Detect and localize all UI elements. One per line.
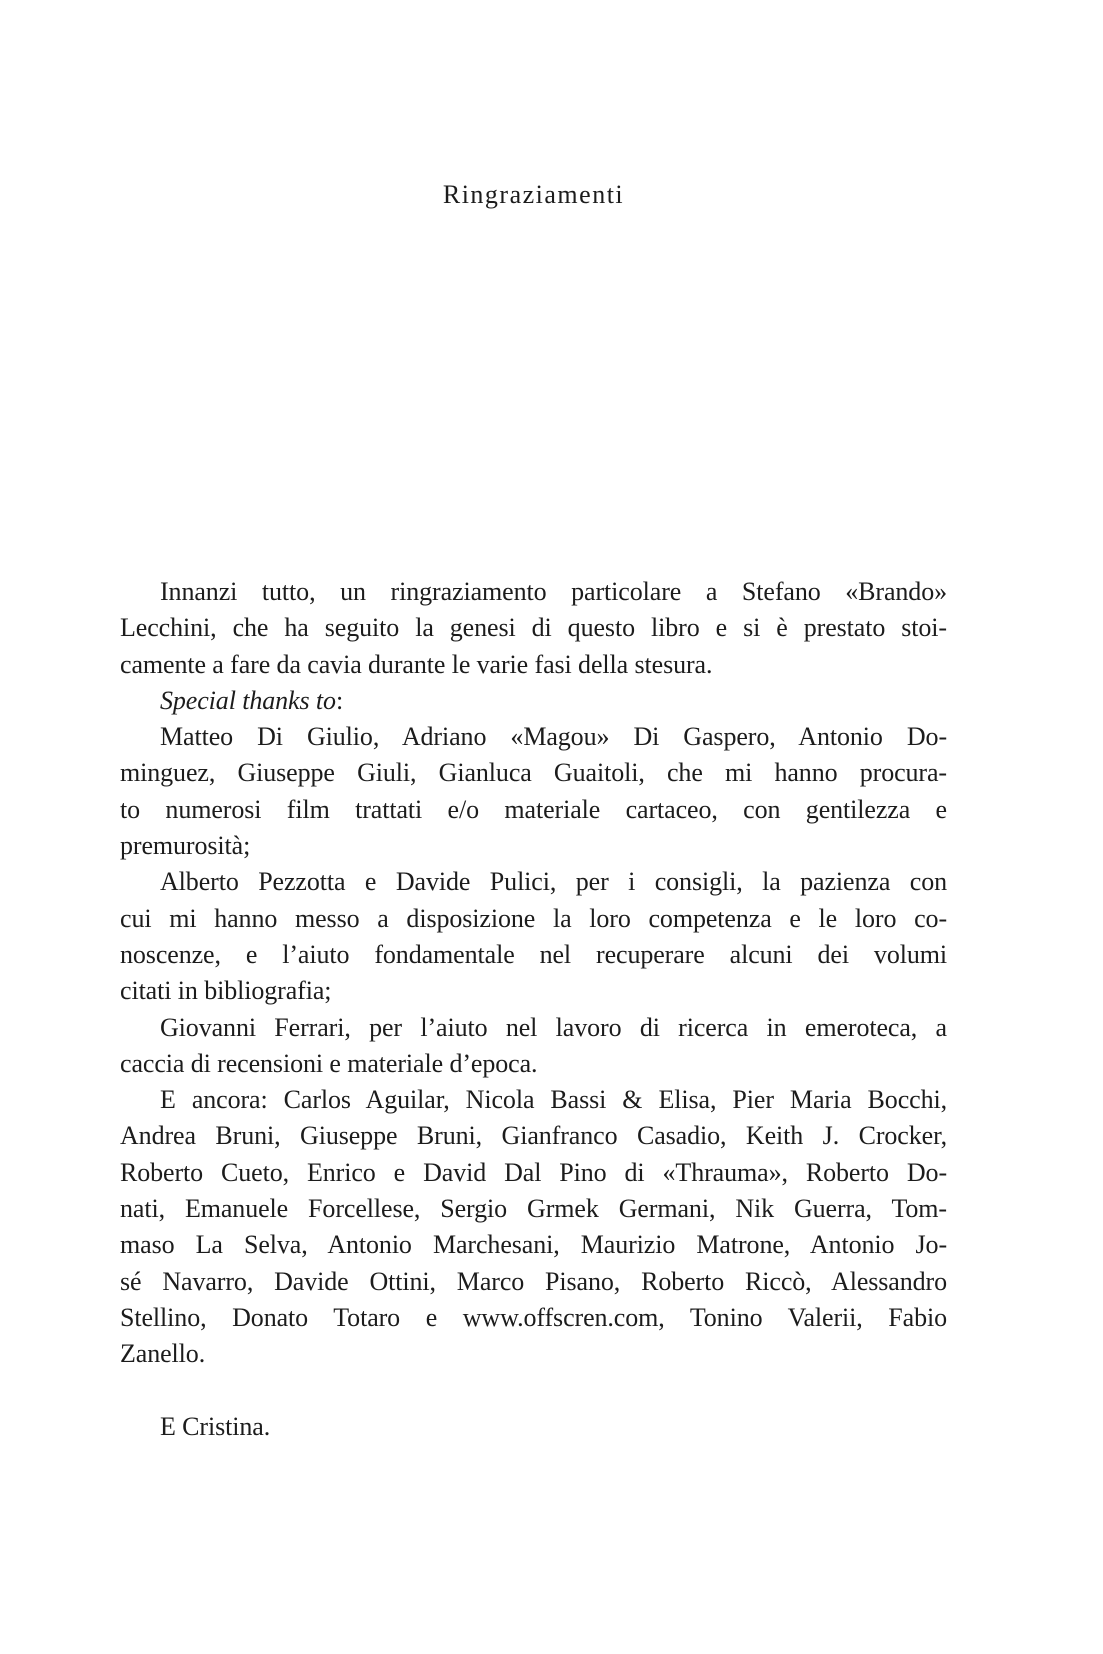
- text-line: Matteo Di Giulio, Adriano «Magou» Di Gaspero, Antonio Do-: [160, 722, 947, 752]
- text-line: Giovanni Ferrari, per l’aiuto nel lavoro di ricerca in emeroteca, a: [160, 1012, 947, 1042]
- text-line: Roberto Cueto, Enrico e David Dal Pino di «Thrauma», Roberto Do-: [120, 1157, 947, 1187]
- text-line: camente a fare da cavia durante le varie fasi della stesura.: [120, 649, 713, 679]
- text-line: caccia di recensioni e materiale d’epoca.: [120, 1048, 538, 1078]
- paragraph: [120, 1010, 947, 1083]
- text-line: Stellino, Donato Totaro e www.offscren.com, Tonino Valerii, Fabio: [120, 1302, 947, 1332]
- special-thanks-colon: :: [335, 685, 344, 715]
- paragraph: [120, 719, 947, 864]
- text-line: noscenze, e l’aiuto fondamentale nel recuperare alcuni dei volumi: [120, 939, 947, 969]
- page-title: Ringraziamenti: [442, 180, 625, 209]
- text-line: cui mi hanno messo a disposizione la loro competenza e le loro co-: [120, 903, 947, 933]
- text-line: E ancora: Carlos Aguilar, Nicola Bassi & Elisa, Pier Maria Bocchi,: [160, 1085, 947, 1115]
- text-line: Alberto Pezzotta e Davide Pulici, per i consigli, la pazienza con: [160, 867, 947, 897]
- text-line: citati in bibliografia;: [120, 976, 332, 1006]
- text-line: Zanello.: [120, 1339, 206, 1369]
- special-thanks-italic: Special thanks to: [160, 685, 336, 715]
- text-line: [120, 683, 947, 719]
- paragraph: [120, 683, 947, 719]
- paragraph: [120, 864, 947, 1009]
- text-line: Innanzi tutto, un ringraziamento particolare a Stefano «Brando»: [160, 577, 947, 606]
- text-line: to numerosi film trattati e/o materiale cartaceo, con gentilezza e: [120, 794, 947, 824]
- text-line: premurosità;: [120, 831, 251, 861]
- paragraph: [120, 1082, 947, 1372]
- text-line: nati, Emanuele Forcellese, Sergio Grmek Germani, Nik Guerra, Tom-: [120, 1194, 947, 1224]
- paragraph-closing: [120, 1409, 947, 1445]
- text-line: Lecchini, che ha seguito la genesi di questo libro e si è prestato stoi-: [120, 613, 947, 643]
- text-line: E Cristina.: [160, 1411, 271, 1441]
- paragraph: [120, 574, 947, 683]
- text-line: minguez, Giuseppe Giuli, Gianluca Guaitoli, che mi hanno procura-: [120, 758, 947, 788]
- text-line: sé Navarro, Davide Ottini, Marco Pisano, Roberto Riccò, Alessandro: [120, 1266, 947, 1296]
- text-line: Andrea Bruni, Giuseppe Bruni, Gianfranco Casadio, Keith J. Crocker,: [120, 1121, 947, 1151]
- acknowledgments-text: [120, 574, 947, 1445]
- text-line: maso La Selva, Antonio Marchesani, Maurizio Matrone, Antonio Jo-: [120, 1230, 947, 1260]
